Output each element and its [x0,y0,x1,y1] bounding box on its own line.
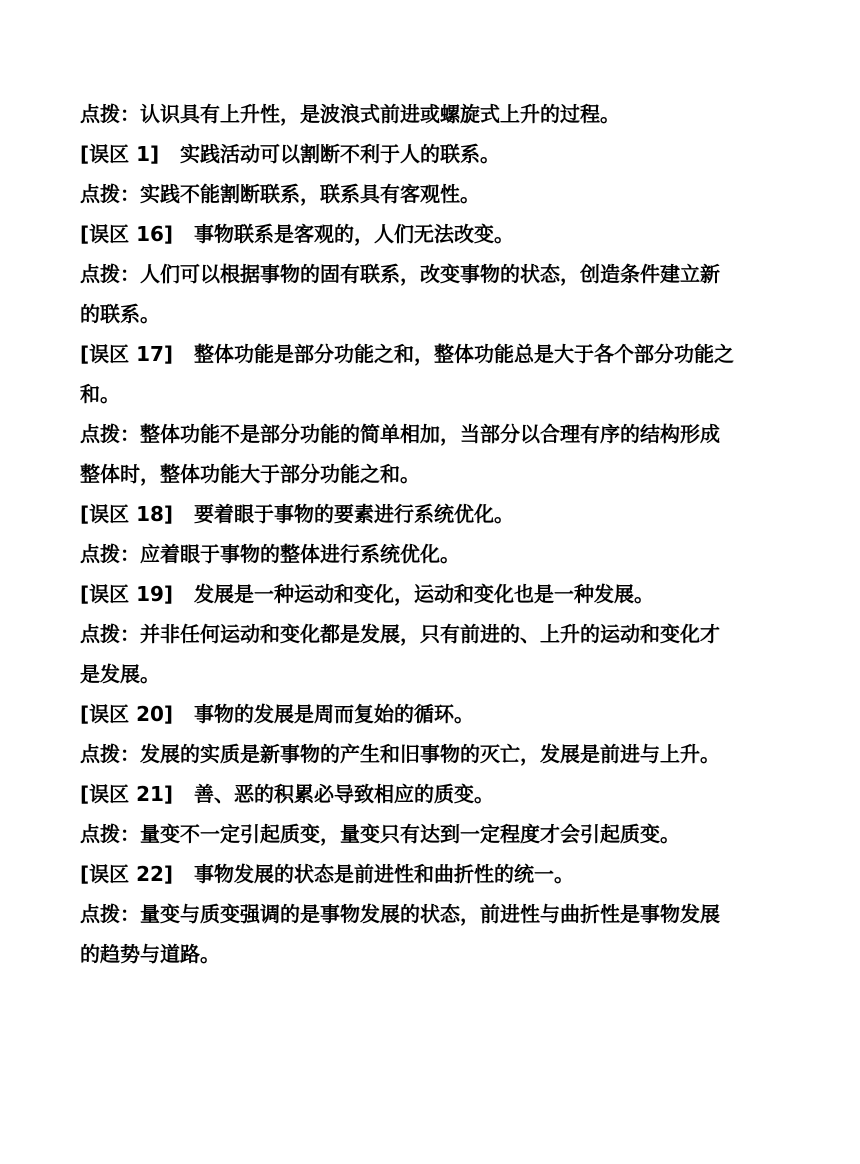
text-line: [误区 21] 善、恶的积累必导致相应的质变。 [80,782,494,806]
text-line: [误区 22] 事物发展的状态是前进性和曲折性的统一。 [80,862,574,886]
text-line: [误区 19] 发展是一种运动和变化，运动和变化也是一种发展。 [80,582,654,606]
text-line: 和。 [80,382,120,406]
text-line: 的趋势与道路。 [80,942,220,966]
text-line: [误区 17] 整体功能是部分功能之和，整体功能总是大于各个部分功能之 [80,342,734,366]
text-line: 点拨：量变与质变强调的是事物发展的状态，前进性与曲折性是事物发展 [80,902,720,926]
text-line: 整体时，整体功能大于部分功能之和。 [80,462,420,486]
text-line: [误区 1] 实践活动可以割断不利于人的联系。 [80,142,501,166]
text-line: 点拨：人们可以根据事物的固有联系，改变事物的状态，创造条件建立新 [80,262,720,286]
text-line: 点拨：并非任何运动和变化都是发展，只有前进的、上升的运动和变化才 [80,622,720,646]
text-line: 点拨：整体功能不是部分功能的简单相加，当部分以合理有序的结构形成 [80,422,720,446]
text-line: 是发展。 [80,662,160,686]
text-line: 点拨：实践不能割断联系，联系具有客观性。 [80,182,480,206]
text-line: [误区 20] 事物的发展是周而复始的循环。 [80,702,474,726]
text-line: [误区 18] 要着眼于事物的要素进行系统优化。 [80,502,514,526]
text-line: 的联系。 [80,302,160,326]
text-line: 点拨：认识具有上升性，是波浪式前进或螺旋式上升的过程。 [80,102,620,126]
text-line: 点拨：应着眼于事物的整体进行系统优化。 [80,542,460,566]
document-body [80,94,790,974]
text-line: 点拨：量变不一定引起质变，量变只有达到一定程度才会引起质变。 [80,822,680,846]
text-line: 点拨：发展的实质是新事物的产生和旧事物的灭亡，发展是前进与上升。 [80,742,720,766]
text-line: [误区 16] 事物联系是客观的，人们无法改变。 [80,222,514,246]
